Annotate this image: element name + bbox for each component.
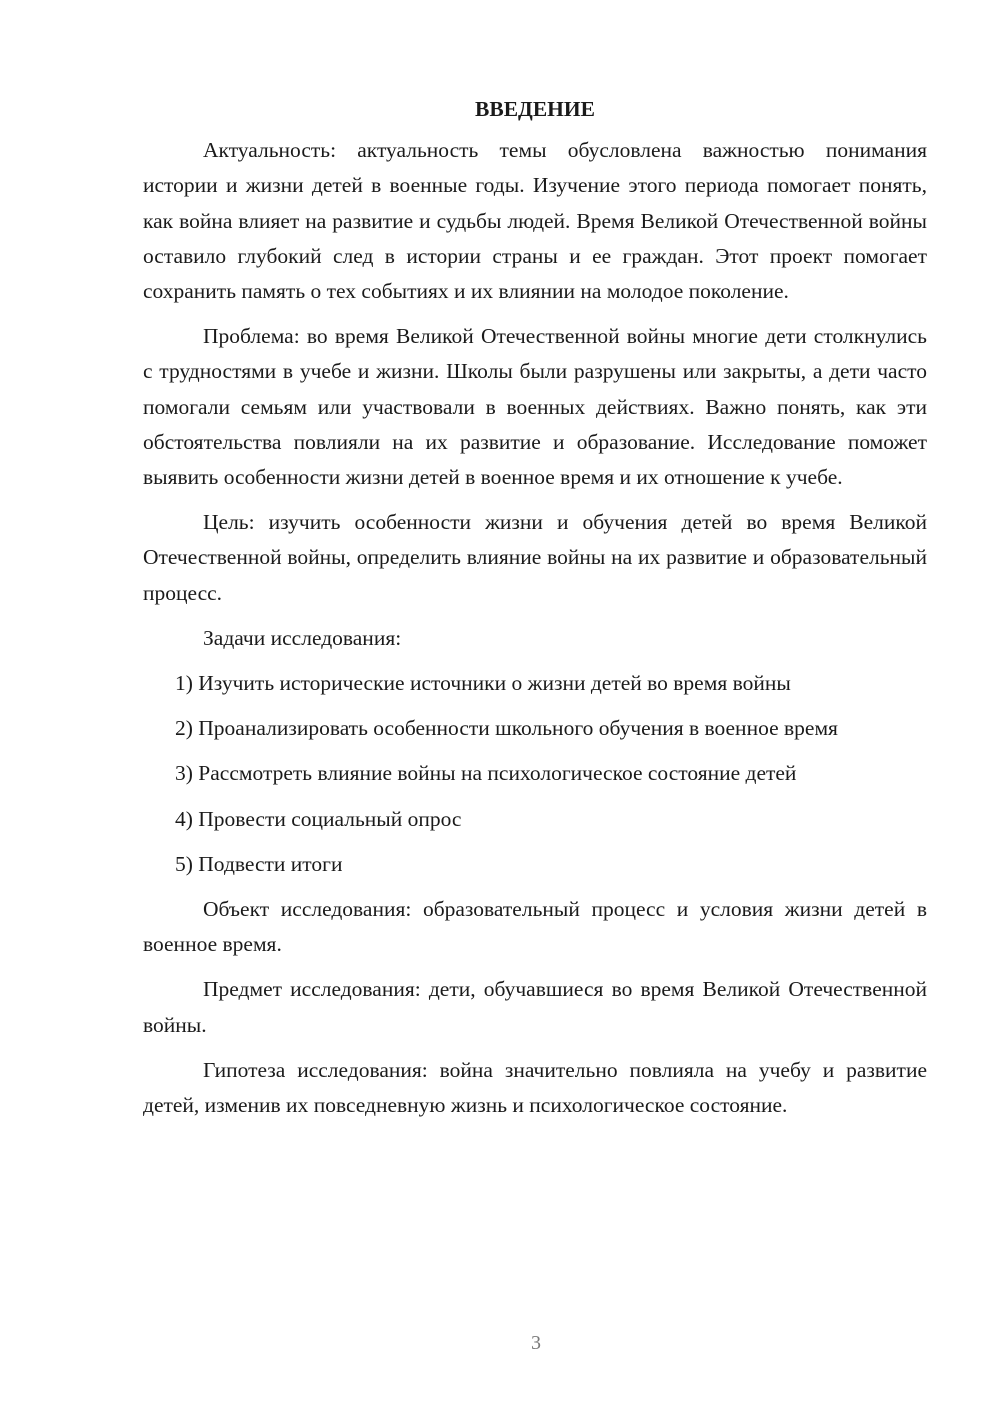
paragraph-problem: Проблема: во время Великой Отечественной войны многие дети столкнулись с трудностями в учебе и жизни. Школы были разрушены или закрыты, а дети часто помогали семьям или участвовали в военных действиях. Важно понять, как эти обстоятельства повлияли на их развитие и образование. Исследование поможет выявить особенности жизни детей в военное время и их отношение к учебе.: [143, 324, 927, 490]
task-item: 2) Проанализировать особенности школьного обучения в военное время: [175, 716, 838, 741]
paragraph-subject: Предмет исследования: дети, обучавшиеся во время Великой Отечественной войны.: [143, 977, 927, 1037]
paragraph-tasks-heading: Задачи исследования:: [203, 625, 402, 650]
task-item: 3) Рассмотреть влияние войны на психологическое состояние детей: [175, 761, 797, 786]
paragraph-hypothesis: Гипотеза исследования: война значительно повлияла на учебу и развитие детей, изменив их повседневную жизнь и психологическое состояние.: [143, 1057, 927, 1118]
task-item: 4) Провести социальный опрос: [175, 806, 462, 831]
paragraph-object: Объект исследования: образовательный процесс и условия жизни детей в военное время.: [143, 897, 927, 957]
task-item: 1) Изучить исторические источники о жизни детей во время войны: [175, 671, 791, 696]
paragraph-relevance: Актуальность: актуальность темы обусловлена важностью понимания истории и жизни детей в военные годы. Изучение этого периода помогает понять, как война влияет на развитие и судьбы людей. Время Великой Отечественной войны оставило глубокий след в истории страны и ее граждан. Этот проект помогает сохранить память о тех событиях и их влиянии на молодое поколение.: [143, 138, 927, 304]
paragraph-goal: Цель: изучить особенности жизни и обучения детей во время Великой Отечественной войны, определить влияние войны на их развитие и образовательный процесс.: [143, 510, 927, 605]
task-item: 5) Подвести итоги: [175, 851, 343, 876]
page-number: 3: [531, 1332, 541, 1354]
page-content: [143, 92, 927, 1123]
section-title: ВВЕДЕНИЕ: [475, 97, 595, 121]
